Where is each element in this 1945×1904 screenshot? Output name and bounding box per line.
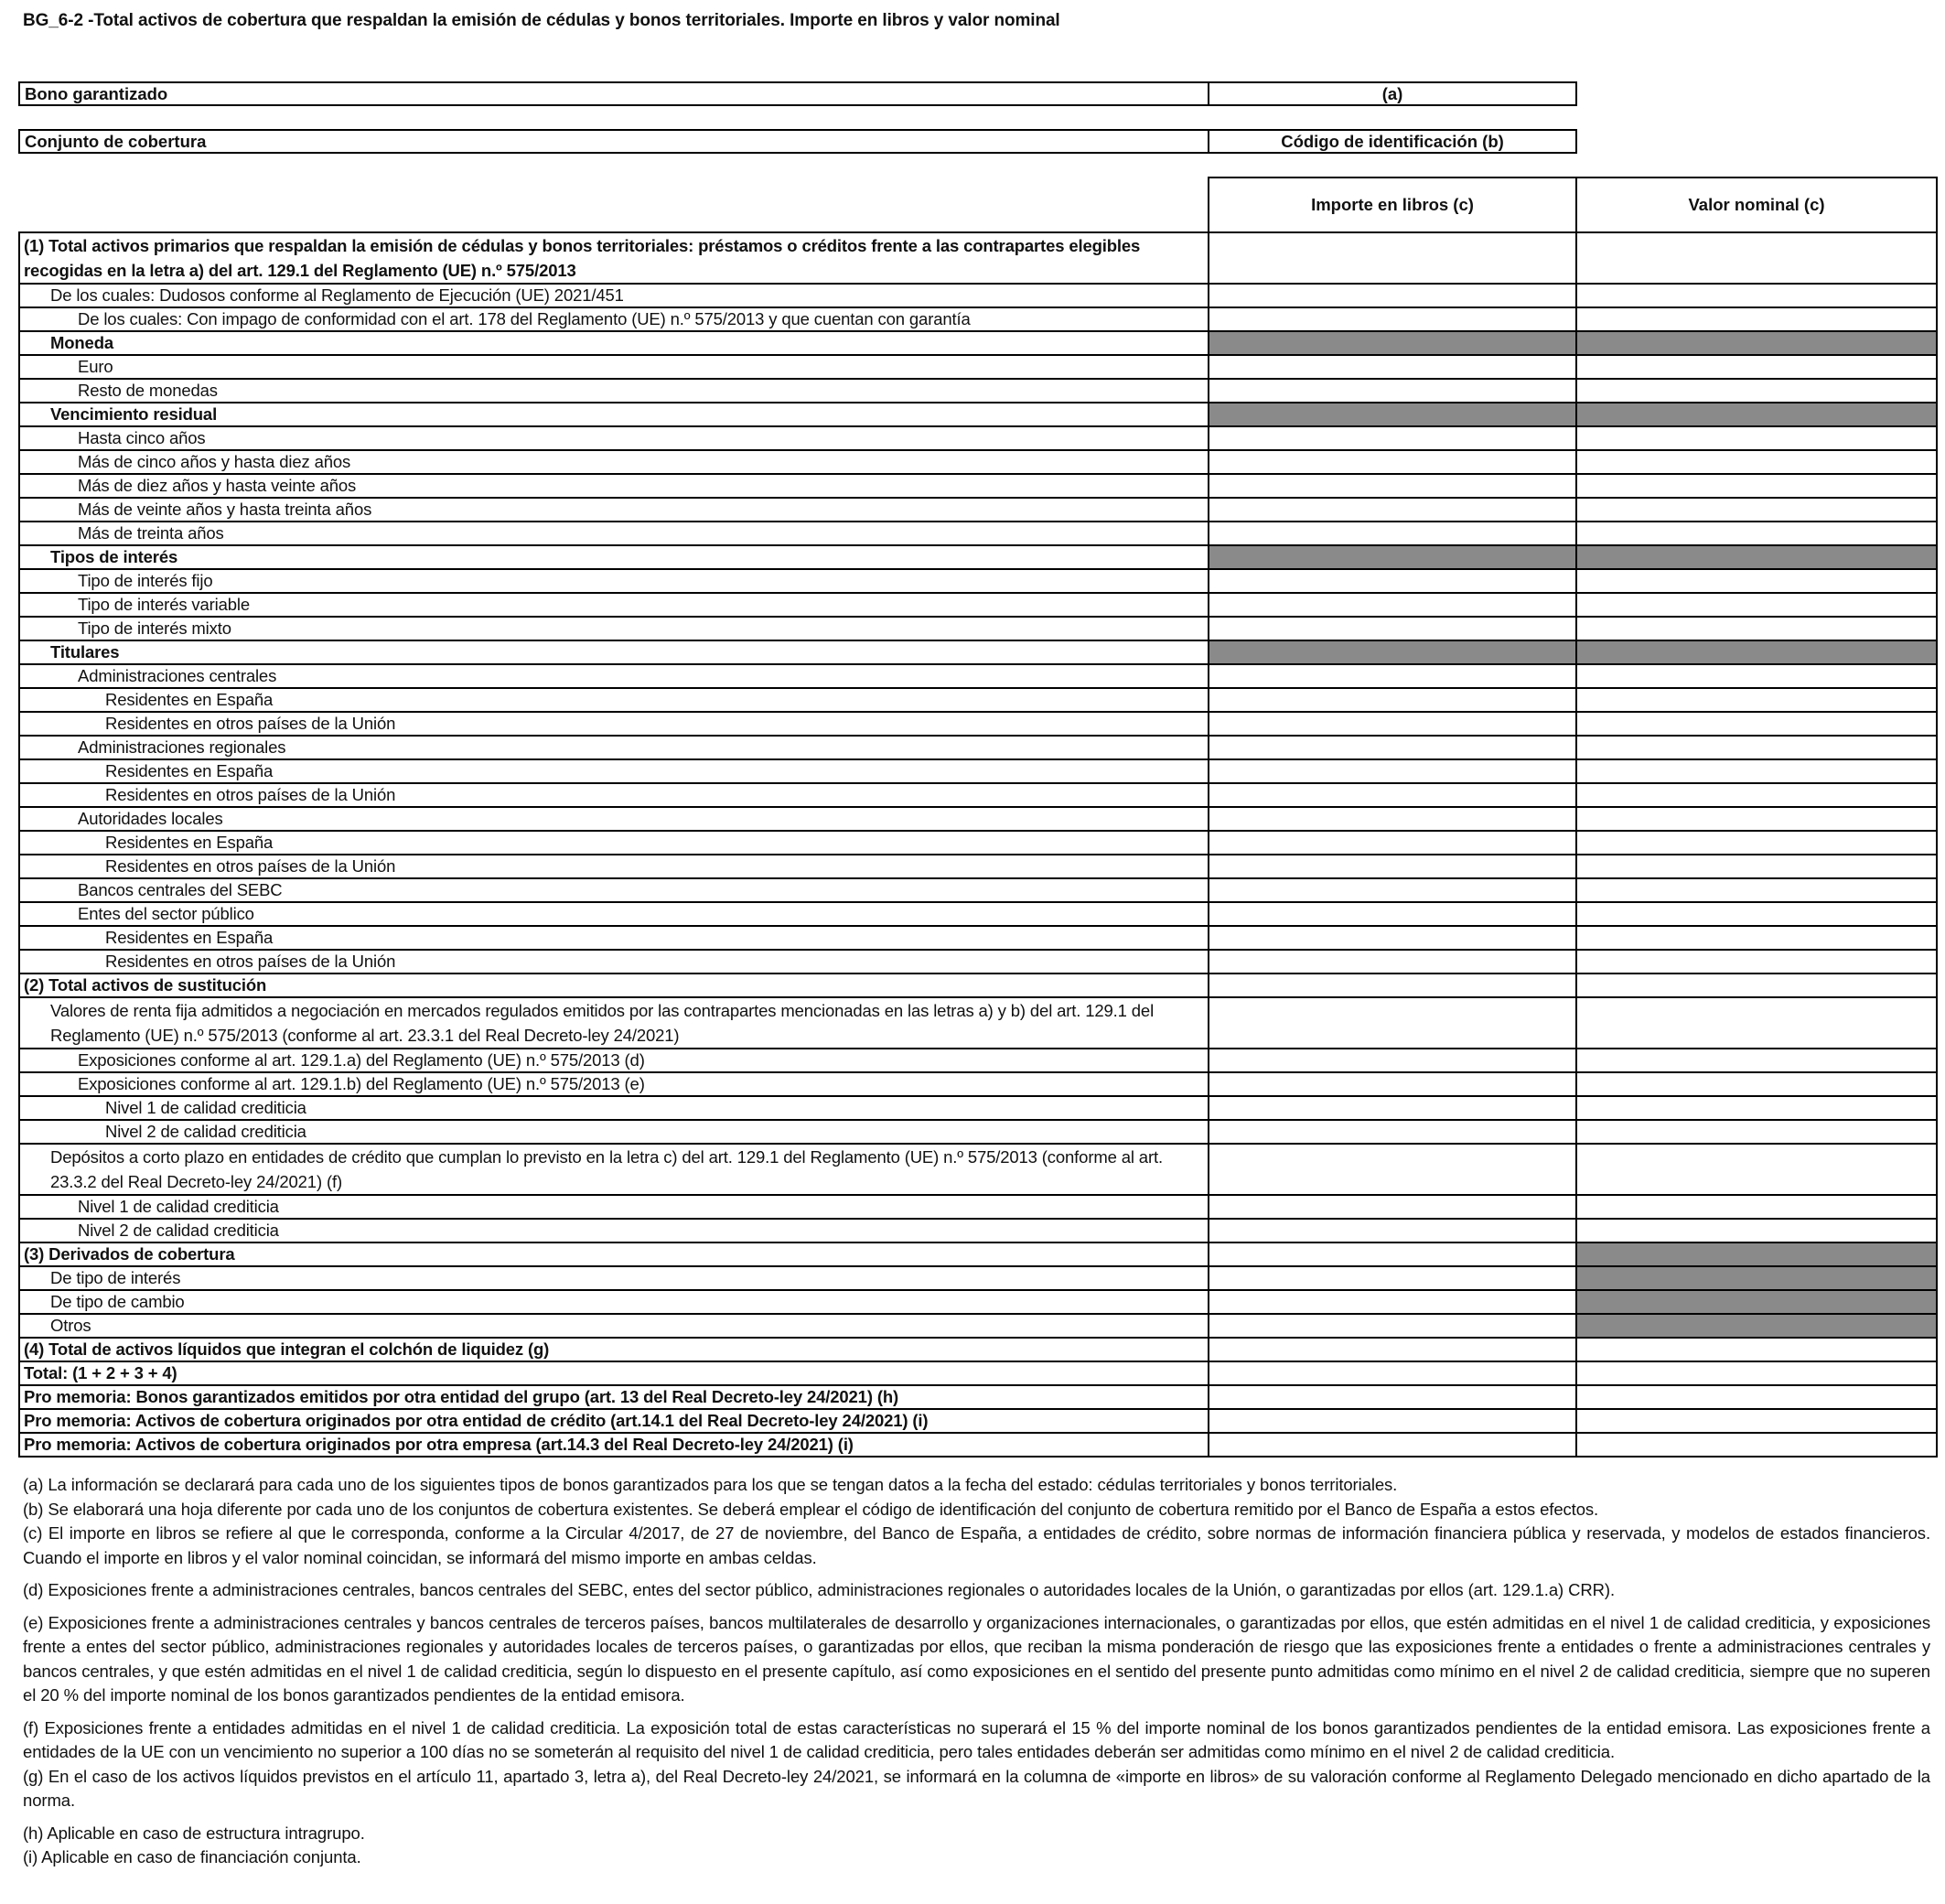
bono-garantizado-value[interactable]: (a) bbox=[1209, 82, 1576, 105]
importe-libros-cell[interactable] bbox=[1209, 1385, 1576, 1409]
row-label: Administraciones regionales bbox=[19, 736, 1209, 759]
valor-nominal-cell[interactable] bbox=[1576, 1385, 1937, 1409]
row-label: Hasta cinco años bbox=[19, 426, 1209, 450]
row-label: (2) Total activos de sustitución bbox=[19, 974, 1209, 997]
importe-libros-cell[interactable] bbox=[1209, 569, 1576, 593]
importe-libros-cell[interactable] bbox=[1209, 688, 1576, 712]
table-row bbox=[19, 831, 1937, 855]
table-row bbox=[19, 617, 1937, 640]
valor-nominal-cell[interactable] bbox=[1576, 997, 1937, 1049]
conjunto-cobertura-value[interactable]: Código de identificación (b) bbox=[1209, 130, 1576, 153]
importe-libros-cell[interactable] bbox=[1209, 807, 1576, 831]
valor-nominal-cell[interactable] bbox=[1576, 1195, 1937, 1219]
table-row bbox=[19, 450, 1937, 474]
footnote: (a) La información se declarará para cada uno de los siguientes tipos de bonos garantizados para los que se tengan datos a la fecha del estado: cédulas territoriales y bonos territoriales. bbox=[23, 1475, 1398, 1494]
table-row bbox=[19, 1219, 1937, 1242]
valor-nominal-cell[interactable] bbox=[1576, 926, 1937, 950]
importe-libros-cell[interactable] bbox=[1209, 759, 1576, 783]
table-row bbox=[19, 593, 1937, 617]
row-label: (1) Total activos primarios que respaldan la emisión de cédulas y bonos territoriales: préstamos o créditos frente a las contrapartes elegibles recogidas en la letra a) del art. 129.1 del Reglamento (UE) n.º 575/2013 bbox=[19, 232, 1209, 284]
importe-libros-cell[interactable] bbox=[1209, 355, 1576, 379]
valor-nominal-cell[interactable] bbox=[1576, 1072, 1937, 1096]
importe-libros-cell[interactable] bbox=[1209, 902, 1576, 926]
header-blank-cell bbox=[19, 177, 1209, 232]
row-label: Moneda bbox=[19, 331, 1209, 355]
table-row bbox=[19, 783, 1937, 807]
row-label: Más de cinco años y hasta diez años bbox=[19, 450, 1209, 474]
footnote: (b) Se elaborará una hoja diferente por cada uno de los conjuntos de cobertura existentes. Se deberá emplear el código de identificación del conjunto de cobertura remitido por el Banco de España a estos efectos. bbox=[23, 1499, 1599, 1519]
valor-nominal-cell[interactable] bbox=[1576, 736, 1937, 759]
table-row bbox=[19, 997, 1937, 1049]
valor-nominal-cell[interactable] bbox=[1576, 450, 1937, 474]
importe-libros-cell[interactable] bbox=[1209, 831, 1576, 855]
valor-nominal-cell[interactable] bbox=[1576, 617, 1937, 640]
row-label: De tipo de interés bbox=[19, 1266, 1209, 1290]
table-row bbox=[19, 1266, 1937, 1290]
importe-libros-cell[interactable] bbox=[1209, 1409, 1576, 1433]
table-row bbox=[19, 474, 1937, 498]
bono-garantizado-label: Bono garantizado bbox=[19, 82, 1209, 105]
importe-libros-cell[interactable] bbox=[1209, 1314, 1576, 1338]
row-label: Residentes en España bbox=[19, 926, 1209, 950]
table-row bbox=[19, 1385, 1937, 1409]
table-row bbox=[19, 232, 1937, 284]
table-row bbox=[19, 426, 1937, 450]
valor-nominal-cell[interactable] bbox=[1576, 664, 1937, 688]
valor-nominal-cell[interactable] bbox=[1576, 232, 1937, 284]
importe-libros-cell[interactable] bbox=[1209, 522, 1576, 545]
row-label: Depósitos a corto plazo en entidades de crédito que cumplan lo previsto en la letra c) del art. 129.1 del Reglamento (UE) n.º 575/2013 (conforme al art. 23.3.2 del Real Decreto-ley 24/2021) (f) bbox=[19, 1144, 1209, 1195]
importe-libros-cell[interactable] bbox=[1209, 498, 1576, 522]
row-label: De los cuales: Dudosos conforme al Reglamento de Ejecución (UE) 2021/451 bbox=[19, 284, 1209, 307]
importe-libros-cell[interactable] bbox=[1209, 1049, 1576, 1072]
footnote: (i) Aplicable en caso de financiación conjunta. bbox=[23, 1847, 361, 1866]
row-label: Más de treinta años bbox=[19, 522, 1209, 545]
valor-nominal-cell[interactable] bbox=[1576, 284, 1937, 307]
table-row bbox=[19, 355, 1937, 379]
valor-nominal-cell[interactable] bbox=[1576, 950, 1937, 974]
row-label: Euro bbox=[19, 355, 1209, 379]
importe-libros-cell[interactable] bbox=[1209, 1195, 1576, 1219]
row-label: Valores de renta fija admitidos a negociación en mercados regulados emitidos por las contrapartes mencionadas en las letras a) y b) del art. 129.1 del Reglamento (UE) n.º 575/2013 (conforme al art. 23.3.1 del Real Decreto-ley 24/2021) bbox=[19, 997, 1209, 1049]
table-row bbox=[19, 902, 1937, 926]
table-row bbox=[19, 712, 1937, 736]
importe-libros-cell-shaded bbox=[1209, 331, 1576, 355]
valor-nominal-cell[interactable] bbox=[1576, 1096, 1937, 1120]
table-row bbox=[19, 1072, 1937, 1096]
importe-libros-cell[interactable] bbox=[1209, 926, 1576, 950]
row-label: Residentes en otros países de la Unión bbox=[19, 855, 1209, 878]
valor-nominal-cell[interactable] bbox=[1576, 902, 1937, 926]
importe-libros-cell[interactable] bbox=[1209, 1096, 1576, 1120]
importe-libros-cell[interactable] bbox=[1209, 855, 1576, 878]
importe-libros-cell[interactable] bbox=[1209, 617, 1576, 640]
row-label: Más de veinte años y hasta treinta años bbox=[19, 498, 1209, 522]
valor-nominal-cell[interactable] bbox=[1576, 379, 1937, 403]
table-row bbox=[19, 1195, 1937, 1219]
page-title: BG_6-2 -Total activos de cobertura que respaldan la emisión de cédulas y bonos territoriales. Importe en libros y valor nominal bbox=[23, 11, 1060, 30]
importe-libros-cell[interactable] bbox=[1209, 712, 1576, 736]
row-label: Tipo de interés fijo bbox=[19, 569, 1209, 593]
footnotes bbox=[23, 1473, 1930, 1870]
row-label: Residentes en otros países de la Unión bbox=[19, 950, 1209, 974]
row-label: Exposiciones conforme al art. 129.1.a) del Reglamento (UE) n.º 575/2013 (d) bbox=[19, 1049, 1209, 1072]
valor-nominal-cell[interactable] bbox=[1576, 569, 1937, 593]
valor-nominal-cell-shaded bbox=[1576, 1242, 1937, 1266]
table-row bbox=[19, 855, 1937, 878]
importe-libros-cell[interactable] bbox=[1209, 450, 1576, 474]
valor-nominal-cell-shaded bbox=[1576, 545, 1937, 569]
valor-nominal-cell[interactable] bbox=[1576, 974, 1937, 997]
footnote: (f) Exposiciones frente a entidades admitidas en el nivel 1 de calidad crediticia. La exposición total de estas características no superará el 15 % del importe nominal de los bonos garantizados pendientes de la entidad emisora. Las exposiciones frente a entidades de la UE con un vencimiento no superior a 100 días no se someterán al requisito del nivel 1 de calidad crediticia, pero tales entidades deberán ser admitidas como mínimo en el nivel 2 de calidad crediticia. bbox=[23, 1717, 1930, 1761]
importe-libros-cell[interactable] bbox=[1209, 950, 1576, 974]
row-label: Pro memoria: Activos de cobertura originados por otra empresa (art.14.3 del Real Decreto-ley 24/2021) (i) bbox=[19, 1433, 1209, 1457]
valor-nominal-cell-shaded bbox=[1576, 1266, 1937, 1290]
valor-nominal-cell[interactable] bbox=[1576, 831, 1937, 855]
table-row bbox=[19, 736, 1937, 759]
importe-libros-cell[interactable] bbox=[1209, 1361, 1576, 1385]
table-row bbox=[19, 1242, 1937, 1266]
table-row bbox=[19, 688, 1937, 712]
table-row bbox=[19, 1144, 1937, 1195]
valor-nominal-cell[interactable] bbox=[1576, 1361, 1937, 1385]
importe-libros-cell[interactable] bbox=[1209, 307, 1576, 331]
importe-libros-cell[interactable] bbox=[1209, 878, 1576, 902]
table-row bbox=[19, 307, 1937, 331]
importe-libros-cell-shaded bbox=[1209, 403, 1576, 426]
row-label: (3) Derivados de cobertura bbox=[19, 1242, 1209, 1266]
table-row bbox=[19, 1409, 1937, 1433]
importe-libros-cell[interactable] bbox=[1209, 1242, 1576, 1266]
row-label: Otros bbox=[19, 1314, 1209, 1338]
importe-libros-cell[interactable] bbox=[1209, 284, 1576, 307]
row-label: Autoridades locales bbox=[19, 807, 1209, 831]
importe-libros-cell-shaded bbox=[1209, 640, 1576, 664]
row-label: Total: (1 + 2 + 3 + 4) bbox=[19, 1361, 1209, 1385]
importe-libros-cell[interactable] bbox=[1209, 997, 1576, 1049]
row-label: Residentes en España bbox=[19, 688, 1209, 712]
table-row bbox=[19, 284, 1937, 307]
valor-nominal-cell[interactable] bbox=[1576, 474, 1937, 498]
row-label: Vencimiento residual bbox=[19, 403, 1209, 426]
valor-nominal-cell[interactable] bbox=[1576, 878, 1937, 902]
importe-libros-cell[interactable] bbox=[1209, 232, 1576, 284]
table-row bbox=[19, 1120, 1937, 1144]
table-row bbox=[19, 545, 1937, 569]
importe-libros-cell[interactable] bbox=[1209, 1290, 1576, 1314]
table-row bbox=[19, 522, 1937, 545]
importe-libros-cell[interactable] bbox=[1209, 593, 1576, 617]
valor-nominal-cell[interactable] bbox=[1576, 759, 1937, 783]
col-header-valor-nominal: Valor nominal (c) bbox=[1576, 177, 1937, 232]
valor-nominal-cell-shaded bbox=[1576, 1290, 1937, 1314]
valor-nominal-cell[interactable] bbox=[1576, 1049, 1937, 1072]
row-label: Residentes en España bbox=[19, 831, 1209, 855]
table-row bbox=[19, 569, 1937, 593]
table-row bbox=[19, 331, 1937, 355]
conjunto-cobertura-header bbox=[18, 129, 1577, 154]
row-label: Residentes en España bbox=[19, 759, 1209, 783]
table-row bbox=[19, 403, 1937, 426]
valor-nominal-cell[interactable] bbox=[1576, 807, 1937, 831]
table-row bbox=[19, 1433, 1937, 1457]
table-row bbox=[19, 1049, 1937, 1072]
row-label: Residentes en otros países de la Unión bbox=[19, 712, 1209, 736]
valor-nominal-cell-shaded bbox=[1576, 640, 1937, 664]
valor-nominal-cell-shaded bbox=[1576, 403, 1937, 426]
row-label: Residentes en otros países de la Unión bbox=[19, 783, 1209, 807]
importe-libros-cell[interactable] bbox=[1209, 1266, 1576, 1290]
valor-nominal-cell[interactable] bbox=[1576, 1409, 1937, 1433]
valor-nominal-cell[interactable] bbox=[1576, 522, 1937, 545]
footnote: (c) El importe en libros se refiere al que le corresponda, conforme a la Circular 4/2017, de 27 de noviembre, del Banco de España, a entidades de crédito, sobre normas de información financiera pública y reservada, y modelos de estados financieros. Cuando el importe en libros y el valor nominal coincidan, se informará del mismo importe en ambas celdas. bbox=[23, 1523, 1930, 1567]
table-row bbox=[19, 926, 1937, 950]
row-label: Tipos de interés bbox=[19, 545, 1209, 569]
table-row bbox=[19, 664, 1937, 688]
importe-libros-cell[interactable] bbox=[1209, 1338, 1576, 1361]
valor-nominal-cell[interactable] bbox=[1576, 1338, 1937, 1361]
row-label: Pro memoria: Bonos garantizados emitidos por otra entidad del grupo (art. 13 del Real Decreto-ley 24/2021) (h) bbox=[19, 1385, 1209, 1409]
importe-libros-cell[interactable] bbox=[1209, 664, 1576, 688]
row-label: Tipo de interés variable bbox=[19, 593, 1209, 617]
row-label: Resto de monedas bbox=[19, 379, 1209, 403]
valor-nominal-cell[interactable] bbox=[1576, 1219, 1937, 1242]
table-row bbox=[19, 1096, 1937, 1120]
valor-nominal-cell[interactable] bbox=[1576, 426, 1937, 450]
footnote: (e) Exposiciones frente a administraciones centrales y bancos centrales de terceros países, bancos multilaterales de desarrollo y organizaciones internacionales, o garantizadas por ellos, que estén admitidas en el nivel 1 de calidad crediticia, y exposiciones frente a entes del sector público, administraciones regionales y autoridades locales de terceros países, o garantizadas por ellos, que reciban la misma ponderación de riesgo que las exposiciones frente a entidades o frente a administraciones centrales y bancos centrales, y que estén admitidas en el nivel 1 de calidad crediticia, según lo dispuesto en el presente capítulo, así como exposiciones en el sentido del presente punto admitidas como mínimo en el nivel 2 de calidad crediticia, siempre que no superen el 20 % del importe nominal de los bonos garantizados pendientes de la entidad emisora. bbox=[23, 1612, 1930, 1705]
importe-libros-cell[interactable] bbox=[1209, 783, 1576, 807]
bono-garantizado-header bbox=[18, 81, 1577, 106]
row-label: Nivel 1 de calidad crediticia bbox=[19, 1096, 1209, 1120]
importe-libros-cell[interactable] bbox=[1209, 1120, 1576, 1144]
importe-libros-cell[interactable] bbox=[1209, 1433, 1576, 1457]
importe-libros-cell[interactable] bbox=[1209, 426, 1576, 450]
row-label: De los cuales: Con impago de conformidad con el art. 178 del Reglamento (UE) n.º 575/2013 y que cuentan con garantía bbox=[19, 307, 1209, 331]
footnote: (h) Aplicable en caso de estructura intragrupo. bbox=[23, 1823, 365, 1843]
valor-nominal-cell[interactable] bbox=[1576, 855, 1937, 878]
table-row bbox=[19, 379, 1937, 403]
row-label: Nivel 2 de calidad crediticia bbox=[19, 1120, 1209, 1144]
row-label: Entes del sector público bbox=[19, 902, 1209, 926]
valor-nominal-cell[interactable] bbox=[1576, 498, 1937, 522]
valor-nominal-cell[interactable] bbox=[1576, 355, 1937, 379]
col-header-importe-libros: Importe en libros (c) bbox=[1209, 177, 1576, 232]
importe-libros-cell[interactable] bbox=[1209, 1072, 1576, 1096]
row-label: Titulares bbox=[19, 640, 1209, 664]
importe-libros-cell[interactable] bbox=[1209, 1219, 1576, 1242]
row-label: Nivel 1 de calidad crediticia bbox=[19, 1195, 1209, 1219]
table-row bbox=[19, 498, 1937, 522]
importe-libros-cell[interactable] bbox=[1209, 474, 1576, 498]
column-header-row bbox=[19, 177, 1937, 232]
importe-libros-cell[interactable] bbox=[1209, 974, 1576, 997]
importe-libros-cell[interactable] bbox=[1209, 736, 1576, 759]
table-row bbox=[19, 1314, 1937, 1338]
row-label: Nivel 2 de calidad crediticia bbox=[19, 1219, 1209, 1242]
row-label: Exposiciones conforme al art. 129.1.b) del Reglamento (UE) n.º 575/2013 (e) bbox=[19, 1072, 1209, 1096]
row-label: Pro memoria: Activos de cobertura originados por otra entidad de crédito (art.14.1 del Real Decreto-ley 24/2021) (i) bbox=[19, 1409, 1209, 1433]
footnote: (d) Exposiciones frente a administraciones centrales, bancos centrales del SEBC, entes del sector público, administraciones regionales o autoridades locales de la Unión, o garantizadas por ellos (art. 129.1.a) CRR). bbox=[23, 1580, 1616, 1599]
table-row bbox=[19, 950, 1937, 974]
row-label: Tipo de interés mixto bbox=[19, 617, 1209, 640]
valor-nominal-cell-shaded bbox=[1576, 1314, 1937, 1338]
valor-nominal-cell[interactable] bbox=[1576, 712, 1937, 736]
row-label: De tipo de cambio bbox=[19, 1290, 1209, 1314]
row-label: Más de diez años y hasta veinte años bbox=[19, 474, 1209, 498]
table-row bbox=[19, 878, 1937, 902]
row-label: (4) Total de activos líquidos que integran el colchón de liquidez (g) bbox=[19, 1338, 1209, 1361]
row-label: Administraciones centrales bbox=[19, 664, 1209, 688]
footnote: (g) En el caso de los activos líquidos previstos en el artículo 11, apartado 3, letra a), del Real Decreto-ley 24/2021, se informará en la columna de «importe en libros» de su valoración conforme al Reglamento Delegado mencionado en dicho apartado de la norma. bbox=[23, 1766, 1930, 1810]
table-row bbox=[19, 1290, 1937, 1314]
valor-nominal-cell-shaded bbox=[1576, 331, 1937, 355]
table-row bbox=[19, 1361, 1937, 1385]
conjunto-cobertura-label: Conjunto de cobertura bbox=[19, 130, 1209, 153]
valor-nominal-cell[interactable] bbox=[1576, 1144, 1937, 1195]
valor-nominal-cell[interactable] bbox=[1576, 783, 1937, 807]
valor-nominal-cell[interactable] bbox=[1576, 307, 1937, 331]
valor-nominal-cell[interactable] bbox=[1576, 593, 1937, 617]
valor-nominal-cell[interactable] bbox=[1576, 1433, 1937, 1457]
table-row bbox=[19, 974, 1937, 997]
table-row bbox=[19, 759, 1937, 783]
importe-libros-cell-shaded bbox=[1209, 545, 1576, 569]
valor-nominal-cell[interactable] bbox=[1576, 688, 1937, 712]
coverage-assets-table bbox=[18, 177, 1938, 1458]
importe-libros-cell[interactable] bbox=[1209, 379, 1576, 403]
valor-nominal-cell[interactable] bbox=[1576, 1120, 1937, 1144]
table-row bbox=[19, 1338, 1937, 1361]
row-label: Bancos centrales del SEBC bbox=[19, 878, 1209, 902]
importe-libros-cell[interactable] bbox=[1209, 1144, 1576, 1195]
table-row bbox=[19, 807, 1937, 831]
table-row bbox=[19, 640, 1937, 664]
